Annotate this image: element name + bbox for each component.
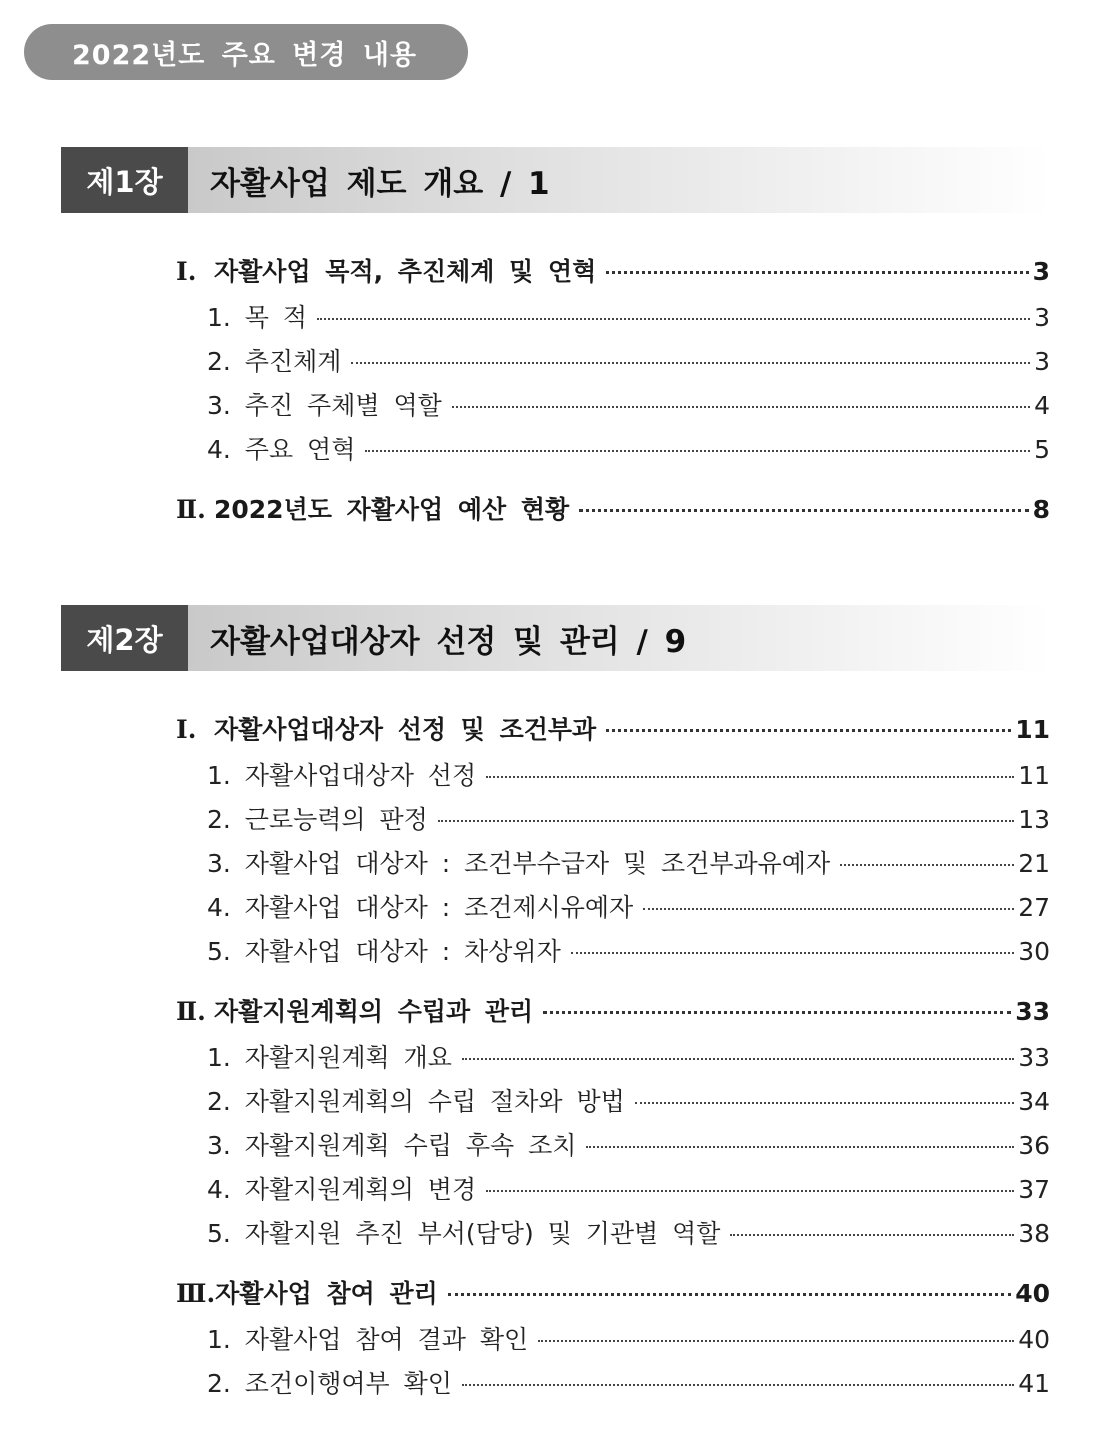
section-numeral: Ⅱ. bbox=[176, 997, 206, 1026]
item-label: 5. 자활사업 대상자 : 차상위자 bbox=[207, 937, 561, 966]
toc-section[interactable] bbox=[176, 992, 1050, 1028]
toc-item[interactable] bbox=[207, 386, 1050, 422]
toc-item[interactable] bbox=[207, 1082, 1050, 1118]
section-label: 자활사업대상자 선정 및 조건부과 bbox=[214, 715, 597, 744]
toc-section[interactable] bbox=[176, 252, 1050, 288]
page-number: 8 bbox=[1032, 495, 1050, 524]
toc-item[interactable] bbox=[207, 888, 1050, 924]
chapter-2-header[interactable] bbox=[61, 605, 1051, 671]
page-number: 4 bbox=[1034, 391, 1050, 420]
toc-item[interactable] bbox=[207, 1364, 1050, 1400]
page-number: 38 bbox=[1018, 1219, 1050, 1248]
section-label: 자활지원계획의 수립과 관리 bbox=[214, 997, 534, 1026]
item-label: 2. 근로능력의 판정 bbox=[207, 805, 428, 834]
page-number: 5 bbox=[1034, 435, 1050, 464]
toc-item[interactable] bbox=[207, 1320, 1050, 1356]
dot-leader bbox=[579, 509, 1028, 512]
section-numeral: Ⅲ. bbox=[176, 1279, 216, 1308]
dot-leader bbox=[351, 362, 1030, 364]
section-numeral: Ⅱ. bbox=[176, 495, 206, 524]
section-badge bbox=[24, 24, 468, 80]
toc-item[interactable] bbox=[207, 430, 1050, 466]
toc-item[interactable] bbox=[207, 1126, 1050, 1162]
chapter-title: 자활사업대상자 선정 및 관리 / 9 bbox=[188, 605, 1051, 671]
item-label: 1. 자활사업 참여 결과 확인 bbox=[207, 1325, 529, 1354]
page-number: 34 bbox=[1018, 1087, 1050, 1116]
page-number: 3 bbox=[1032, 257, 1050, 286]
chapter-1-header[interactable] bbox=[61, 147, 1051, 213]
page-number: 30 bbox=[1018, 937, 1050, 966]
item-label: 3. 자활사업 대상자 : 조건부수급자 및 조건부과유예자 bbox=[207, 849, 831, 878]
toc-item[interactable] bbox=[207, 298, 1050, 334]
toc-item[interactable] bbox=[207, 1214, 1050, 1250]
section-numeral: Ⅰ. bbox=[176, 257, 197, 286]
page-number: 11 bbox=[1015, 715, 1050, 744]
toc-item[interactable] bbox=[207, 800, 1050, 836]
item-label: 4. 주요 연혁 bbox=[207, 435, 356, 464]
page-number: 27 bbox=[1018, 893, 1050, 922]
dot-leader bbox=[317, 318, 1030, 320]
toc-item[interactable] bbox=[207, 932, 1050, 968]
section-label: 자활사업 참여 관리 bbox=[215, 1279, 438, 1308]
dot-leader bbox=[606, 271, 1028, 274]
item-label: 4. 자활지원계획의 변경 bbox=[207, 1175, 477, 1204]
toc-item[interactable] bbox=[207, 844, 1050, 880]
item-label: 1. 목 적 bbox=[207, 303, 308, 332]
item-label: 1. 자활지원계획 개요 bbox=[207, 1043, 452, 1072]
toc-item[interactable] bbox=[207, 1038, 1050, 1074]
dot-leader bbox=[730, 1234, 1014, 1236]
dot-leader bbox=[586, 1146, 1014, 1148]
page-number: 40 bbox=[1015, 1279, 1050, 1308]
dot-leader bbox=[486, 776, 1014, 778]
page-number: 21 bbox=[1018, 849, 1050, 878]
item-label: 2. 자활지원계획의 수립 절차와 방법 bbox=[207, 1087, 625, 1116]
section-label: 자활사업 목적, 추진체계 및 연혁 bbox=[214, 257, 597, 286]
page-number: 13 bbox=[1018, 805, 1050, 834]
toc-section[interactable] bbox=[176, 1274, 1050, 1310]
dot-leader bbox=[452, 406, 1030, 408]
page-number: 11 bbox=[1018, 761, 1050, 790]
dot-leader bbox=[438, 820, 1014, 822]
toc-item[interactable] bbox=[207, 1170, 1050, 1206]
page-number: 33 bbox=[1015, 997, 1050, 1026]
page-number: 41 bbox=[1018, 1369, 1050, 1398]
dot-leader bbox=[462, 1384, 1014, 1386]
dot-leader bbox=[571, 952, 1014, 954]
toc-section[interactable] bbox=[176, 710, 1050, 746]
page-number: 3 bbox=[1034, 347, 1050, 376]
dot-leader bbox=[606, 729, 1011, 732]
dot-leader bbox=[840, 864, 1014, 866]
item-label: 2. 추진체계 bbox=[207, 347, 342, 376]
item-label: 4. 자활사업 대상자 : 조건제시유예자 bbox=[207, 893, 634, 922]
page-number: 37 bbox=[1018, 1175, 1050, 1204]
toc-item[interactable] bbox=[207, 756, 1050, 792]
dot-leader bbox=[538, 1340, 1014, 1342]
chapter-title: 자활사업 제도 개요 / 1 bbox=[188, 147, 1051, 213]
item-label: 3. 자활지원계획 수립 후속 조치 bbox=[207, 1131, 577, 1160]
dot-leader bbox=[365, 450, 1030, 452]
toc-section[interactable] bbox=[176, 490, 1050, 526]
item-label: 5. 자활지원 추진 부서(담당) 및 기관별 역할 bbox=[207, 1219, 721, 1248]
page-number: 40 bbox=[1018, 1325, 1050, 1354]
page-number: 33 bbox=[1018, 1043, 1050, 1072]
chapter-number: 제1장 bbox=[61, 147, 188, 213]
page-number: 3 bbox=[1034, 303, 1050, 332]
section-numeral: Ⅰ. bbox=[176, 715, 197, 744]
section-label: 2022년도 자활사업 예산 현황 bbox=[214, 495, 570, 524]
dot-leader bbox=[448, 1293, 1011, 1296]
section-badge-label: 2022년도 주요 변경 내용 bbox=[72, 39, 418, 71]
page-number: 36 bbox=[1018, 1131, 1050, 1160]
dot-leader bbox=[643, 908, 1014, 910]
dot-leader bbox=[635, 1102, 1014, 1104]
item-label: 2. 조건이행여부 확인 bbox=[207, 1369, 452, 1398]
item-label: 3. 추진 주체별 역할 bbox=[207, 391, 442, 420]
chapter-number: 제2장 bbox=[61, 605, 188, 671]
dot-leader bbox=[462, 1058, 1014, 1060]
item-label: 1. 자활사업대상자 선정 bbox=[207, 761, 477, 790]
toc-item[interactable] bbox=[207, 342, 1050, 378]
dot-leader bbox=[543, 1011, 1011, 1014]
dot-leader bbox=[486, 1190, 1014, 1192]
